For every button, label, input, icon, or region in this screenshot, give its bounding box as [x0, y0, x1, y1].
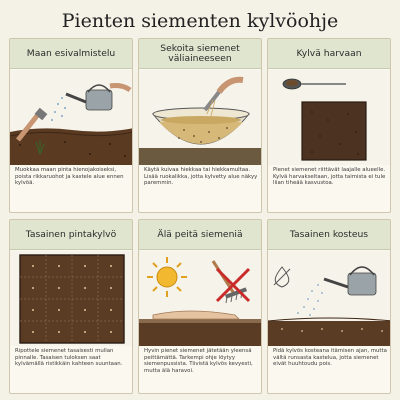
step-panel-prepare-soil — [9, 38, 133, 213]
step-heading: Älä peitä siemeniä — [139, 220, 261, 250]
step-heading: Kylvä harvaan — [268, 39, 390, 69]
step-panel-surface-sowing — [9, 219, 133, 394]
step-heading: Tasainen pintakylvö — [10, 220, 132, 250]
step-caption: Käytä kuivaa hiekkaa tai hiekkamultaa. Lisää ruokalikka, jotta kylvetty alue näkyy paremmin. — [144, 167, 258, 187]
step-heading: Maan esivalmistelu — [10, 39, 132, 69]
step-caption: Pienet siemenet riittävät laajalle alueelle. Kylvä harvakseltaan, jotta taimista ei tule liian tiheää kasvustoa. — [273, 167, 386, 187]
spoon-seedbed-icon — [268, 70, 391, 165]
step-caption: Ripottele siemenet tasaisesti mullan pinnalle. Tasaisen tuloksen saat kylvämällä ristikkäin kahteen suuntaan. — [15, 348, 123, 368]
step-panel-do-not-cover — [138, 219, 262, 394]
step-panel-even-moisture — [267, 219, 391, 394]
step-caption: Hyvin pienet siemenet jätetään yleensä peittämättä. Tarkempi ohje löytyy siemenpussista. Tiivistä kylvös kevyesti, mutta älä haravoi. — [144, 348, 253, 374]
step-heading: Tasainen kosteus — [268, 220, 390, 250]
sun-no-rake-icon — [139, 251, 262, 346]
grid-seedbed-icon — [10, 251, 133, 346]
steps-grid — [9, 38, 391, 394]
page-title: Pienten siementen kylvöohje — [61, 10, 339, 32]
mixing-bowl-icon — [139, 70, 262, 165]
step-panel-mix-seeds — [138, 38, 262, 213]
step-heading: Sekoita siemenet väliaineeseen — [139, 39, 261, 69]
step-caption: Muokkaa maan pinta hienojakoiseksi, poista rikkaruohot ja kastele alue ennen kylvöä. — [15, 167, 124, 187]
step-caption: Pidä kylvös kosteana itämisen ajan, mutta vältä runsasta kastelua, jotta siemenet eivät huuhtoudu pois. — [273, 348, 387, 368]
step-panel-sow-sparsely — [267, 38, 391, 213]
watering-can-soil-icon — [10, 70, 133, 165]
watering-can-mist-icon — [268, 251, 391, 346]
